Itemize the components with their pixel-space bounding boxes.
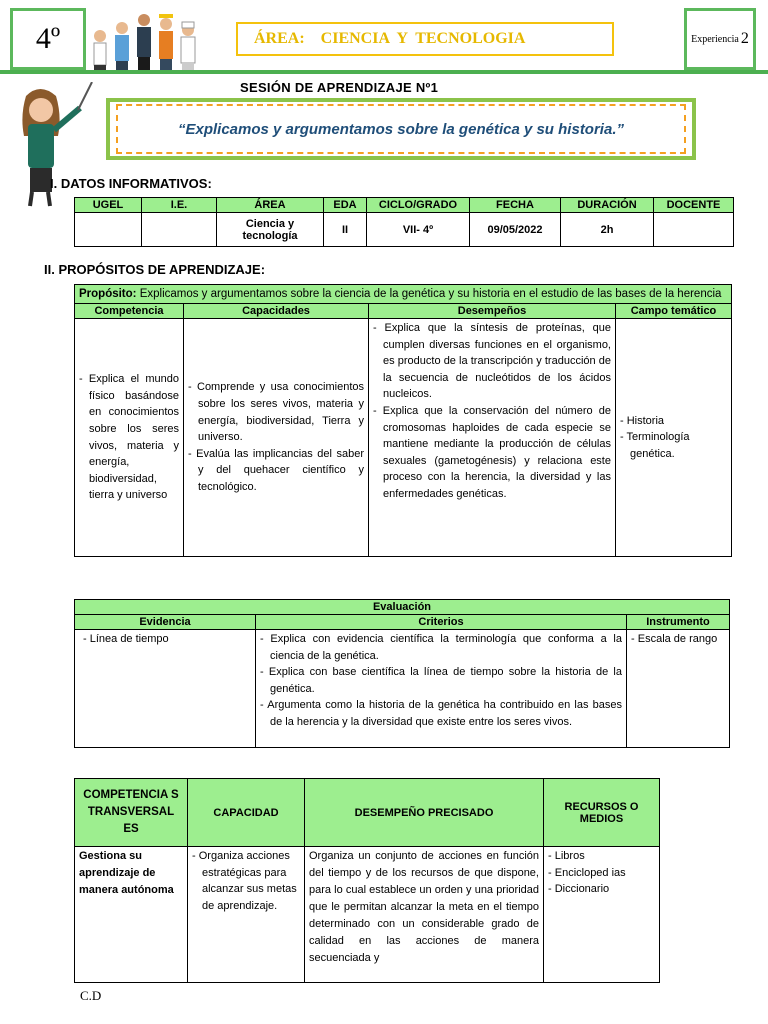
- header-recursos: RECURSOS O MEDIOS: [544, 779, 660, 847]
- person-figure: [94, 14, 195, 73]
- proposito-cell: [75, 285, 732, 304]
- criterio-item: - Argumenta como la historia de la genética ha contribuido en las bases de la herencia y la diversidad que existe entre los seres vivos.: [260, 697, 622, 730]
- area-value: CIENCIA Y TECNOLOGIA: [320, 30, 526, 47]
- transversal-table: [74, 778, 660, 983]
- campo-item: - Historia: [620, 413, 727, 430]
- competencia-cell: [75, 319, 184, 557]
- recurso-item: - Encicloped ias: [548, 865, 655, 882]
- instrumento-cell: [627, 630, 730, 748]
- transversal-capacidad-text: - Organiza acciones estratégicas para alcanzar sus metas de aprendizaje.: [192, 848, 300, 914]
- cell-docente: [654, 213, 734, 247]
- header-competencia-transversal: COMPETENCIA S TRANSVERSAL ES: [75, 779, 188, 847]
- evidencia-cell: [75, 630, 256, 748]
- header-capacidades: Capacidades: [184, 304, 369, 319]
- recurso-item: - Diccionario: [548, 881, 655, 898]
- cell-area: Ciencia y tecnología: [217, 213, 324, 247]
- header-criterios: Criterios: [256, 615, 627, 630]
- proposito-text: Explicamos y argumentamos sobre la ciencia de la genética y su historia en el estudio de las bases de la herencia: [136, 288, 722, 300]
- grade-box: [10, 8, 86, 70]
- professionals-illustration: [86, 8, 206, 74]
- criterio-item: - Explica con evidencia científica la terminología que conforma a la ciencia de la genética.: [260, 631, 622, 664]
- campo-item: - Terminología genética.: [620, 429, 727, 462]
- capacidades-cell: [184, 319, 369, 557]
- section-2-title: II. PROPÓSITOS DE APRENDIZAJE:: [44, 262, 266, 277]
- transversal-competencia-cell: Gestiona su aprendizaje de manera autónoma: [75, 847, 188, 983]
- cell-eda: II: [324, 213, 367, 247]
- header-ciclo: CICLO/GRADO: [367, 198, 470, 213]
- main-title: “Explicamos y argumentamos sobre la genética y su historia.”: [116, 104, 686, 154]
- recurso-item: - Libros: [548, 848, 655, 865]
- desempenos-cell: [369, 319, 616, 557]
- competencia-text: - Explica el mundo físico basándose en conocimientos sobre los seres vivos, materia y energía, biodiversidad, tierra y universo: [79, 371, 179, 504]
- header-divider: [0, 70, 768, 74]
- cell-duracion: 2h: [561, 213, 654, 247]
- header-ugel: UGEL: [75, 198, 142, 213]
- header-evidencia: Evidencia: [75, 615, 256, 630]
- cell-fecha: 09/05/2022: [470, 213, 561, 247]
- grade-label: 4º: [35, 22, 61, 55]
- proposito-label: Propósito:: [79, 288, 137, 300]
- header-campo: Campo temático: [616, 304, 732, 319]
- criterio-item: - Explica con base científica la línea de tiempo sobre la historia de la genética.: [260, 664, 622, 697]
- desempeno-item: - Explica que la conservación del número de cromosomas haploides de cada especie se mantiene mediante la producción de células sexuales (gametogénesis) y relaciona este proceso con la herencia, la diversidad y las enfermedades genéticas.: [373, 403, 611, 503]
- header-duracion: DURACIÓN: [561, 198, 654, 213]
- criterios-cell: [256, 630, 627, 748]
- instrumento-text: - Escala de rango: [631, 631, 725, 648]
- section-1-title: I. DATOS INFORMATIVOS:: [50, 176, 212, 191]
- capacidad-item: - Comprende y usa conocimientos sobre los seres vivos, materia y energía, biodiversidad, Tierra y universo.: [188, 379, 364, 445]
- footer-text: C.D: [80, 988, 102, 1003]
- header-eda: EDA: [324, 198, 367, 213]
- datos-table: [74, 197, 734, 247]
- transversal-capacidad-cell: [188, 847, 305, 983]
- area-box: [236, 22, 614, 56]
- cell-ciclo: VII- 4º: [367, 213, 470, 247]
- header-competencia: Competencia: [75, 304, 184, 319]
- cell-ie: [142, 213, 217, 247]
- experience-box: [684, 8, 756, 70]
- header-desempenos: Desempeños: [369, 304, 616, 319]
- header-capacidad: CAPACIDAD: [188, 779, 305, 847]
- header-instrumento: Instrumento: [627, 615, 730, 630]
- area-label: ÁREA:: [254, 30, 305, 47]
- propositos-table: [74, 284, 732, 557]
- experience-number: 2: [740, 30, 749, 47]
- evidencia-text: - Línea de tiempo: [79, 631, 251, 648]
- cell-ugel: [75, 213, 142, 247]
- header-desempeno-precisado: DESEMPEÑO PRECISADO: [305, 779, 544, 847]
- transversal-desempeno-cell: Organiza un conjunto de acciones en función del tiempo y de los recursos de que dispone, para lo cual establece un orden y una prioridad que le permitan alcanzar la meta en el tiempo determinado con un considerable grado de calidad en las acciones de manera secuenciada y: [305, 847, 544, 983]
- evaluacion-title: Evaluación: [75, 600, 730, 615]
- header-fecha: FECHA: [470, 198, 561, 213]
- header-area: ÁREA: [217, 198, 324, 213]
- header-ie: I.E.: [142, 198, 217, 213]
- transversal-recursos-cell: [544, 847, 660, 983]
- desempeno-item: - Explica que la síntesis de proteínas, que cumplen diversas funciones en el organismo, es producto de la transcripción y traducción de la secuencia de nucleótidos de los ácidos nucleicos.: [373, 320, 611, 403]
- campo-cell: [616, 319, 732, 557]
- evaluacion-table: [74, 599, 730, 748]
- capacidad-item: - Evalúa las implicancias del saber y del quehacer científico y tecnológico.: [188, 446, 364, 496]
- header-docente: DOCENTE: [654, 198, 734, 213]
- experience-label: Experiencia: [691, 33, 739, 45]
- session-title: SESIÓN DE APRENDIZAJE Nº1: [240, 80, 439, 95]
- teacher-illustration: [4, 82, 100, 212]
